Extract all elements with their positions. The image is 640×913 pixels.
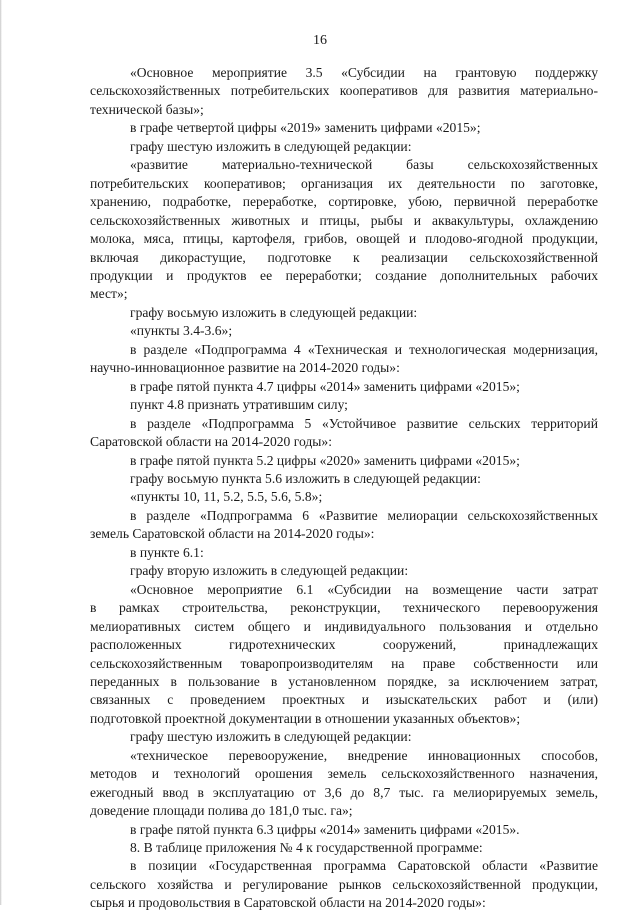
text-line: пункт 4.8 признать утратившим силу; <box>130 397 348 413</box>
paragraph <box>90 581 598 729</box>
text-line: графу шестую изложить в следующей редакции: <box>130 729 412 745</box>
text-line: в графе пятой пункта 6.3 цифры «2014» заменить цифрами «2015». <box>130 821 520 837</box>
text-line: в позиции «Государственная программа Саратовской области «Развитие <box>130 858 598 874</box>
text-line: молока, мяса, птицы, картофеля, грибов, овощей и плодово-ягодной продукции, <box>90 231 598 247</box>
paragraph <box>90 156 598 304</box>
scan-edge-shadow <box>0 0 2 905</box>
paragraph <box>90 396 598 414</box>
text-line: «развитие материально-технической базы сельскохозяйственных <box>130 157 598 173</box>
text-line: «пункты 10, 11, 5.2, 5.5, 5.6, 5.8»; <box>130 489 323 505</box>
text-line: связанных с проведением проектных и изыскательских работ и (или) <box>90 692 598 708</box>
text-line: ежегодный ввод в эксплуатацию от 3,6 до 8,7 тыс. га мелиорируемых земель, <box>90 784 598 800</box>
text-line: земель Саратовской области на 2014-2020 годы»: <box>90 526 375 542</box>
paragraph <box>90 507 598 544</box>
text-line: «Основное мероприятие 3.5 «Субсидии на грантовую поддержку <box>130 65 598 80</box>
document-body <box>90 64 598 913</box>
paragraph <box>90 562 598 580</box>
text-line: графу шестую изложить в следующей редакции: <box>130 138 412 154</box>
text-line: в рамках строительства, реконструкции, технического перевооружения <box>90 600 598 616</box>
text-line: графу вторую изложить в следующей редакции: <box>130 563 409 579</box>
text-line: в разделе «Подпрограмма 4 «Техническая и технологическая модернизация, <box>130 341 598 357</box>
text-line: графу восьмую пункта 5.6 изложить в следующей редакции: <box>130 470 481 486</box>
text-line: в графе четвертой цифры «2019» заменить цифрами «2015»; <box>130 120 481 136</box>
text-line: методов и технологий орошения земель сельскохозяйственного назначения, <box>90 766 598 782</box>
text-line: доведение площади полива до 181,0 тыс. га»; <box>90 803 353 819</box>
text-line: технической базы»; <box>90 101 204 117</box>
text-line: сельского хозяйства и регулирование рынков сельскохозяйственной продукции, <box>90 876 598 892</box>
text-line: потребительских кооперативов; организация их деятельности по заготовке, <box>90 175 598 191</box>
text-line: мелиоративных систем общего и индивидуального пользования и отдельно <box>90 618 598 634</box>
paragraph <box>90 119 598 137</box>
paragraph <box>90 488 598 506</box>
paragraph <box>90 341 598 378</box>
text-line: в разделе «Подпрограмма 5 «Устойчивое развитие сельских территорий <box>130 415 598 431</box>
text-line: хранению, подработке, переработке, сортировке, убою, первичной переработке <box>90 194 598 210</box>
page-number: 16 <box>313 33 327 48</box>
text-line: сырья и продовольствия в Саратовской области на 2014-2020 годы»: <box>90 895 486 911</box>
paragraph <box>90 304 598 322</box>
text-line: «пункты 3.4-3.6»; <box>130 323 233 339</box>
text-line: в пункте 6.1: <box>130 544 204 560</box>
paragraph <box>90 415 598 452</box>
text-line: мест»; <box>90 286 128 302</box>
paragraph <box>90 821 598 839</box>
text-line: «Основное мероприятие 6.1 «Субсидии на возмещение части затрат <box>130 581 598 597</box>
text-line: в графе пятой пункта 4.7 цифры «2014» заменить цифрами «2015»; <box>130 378 520 394</box>
paragraph <box>90 452 598 470</box>
text-line: 8. В таблице приложения № 4 к государственной программе: <box>130 840 483 856</box>
text-line: Саратовской области на 2014-2020 годы»: <box>90 434 333 450</box>
paragraph <box>90 544 598 562</box>
text-line: сельскохозяйственным товаропроизводителям на праве собственности или <box>90 655 598 671</box>
paragraph <box>90 747 598 821</box>
paragraph <box>90 728 598 746</box>
text-line: переданных в пользование в установленном порядке, за исключением затрат, <box>90 673 598 689</box>
text-line: включая дикорастущие, подготовке к реализации сельскохозяйственной <box>90 249 598 265</box>
text-line: подготовкой проектной документации в отношении указанных объектов»; <box>90 710 521 726</box>
text-line: сельскохозяйственных животных и птицы, рыбы и аквакультуры, охлаждению <box>90 212 598 228</box>
paragraph <box>90 839 598 857</box>
paragraph <box>90 64 598 119</box>
text-line: «техническое перевооружение, внедрение инновационных способов, <box>130 747 598 763</box>
paragraph <box>90 322 598 340</box>
text-line: научно-инновационное развитие на 2014-2020 годы»: <box>90 360 400 376</box>
text-line: в графе пятой пункта 5.2 цифры «2020» заменить цифрами «2015»; <box>130 452 520 468</box>
text-line: графу восьмую изложить в следующей редакции: <box>130 304 418 320</box>
text-line: сельскохозяйственных потребительских кооперативов для развития материально- <box>90 83 598 99</box>
text-line: продукции и продуктов ее переработки; создание дополнительных рабочих <box>90 267 598 283</box>
paragraph <box>90 138 598 156</box>
paragraph <box>90 378 598 396</box>
text-line: расположенных гидротехнических сооружений, принадлежащих <box>90 637 598 653</box>
text-line: в разделе «Подпрограмма 6 «Развитие мелиорации сельскохозяйственных <box>130 507 598 523</box>
paragraph <box>90 470 598 488</box>
